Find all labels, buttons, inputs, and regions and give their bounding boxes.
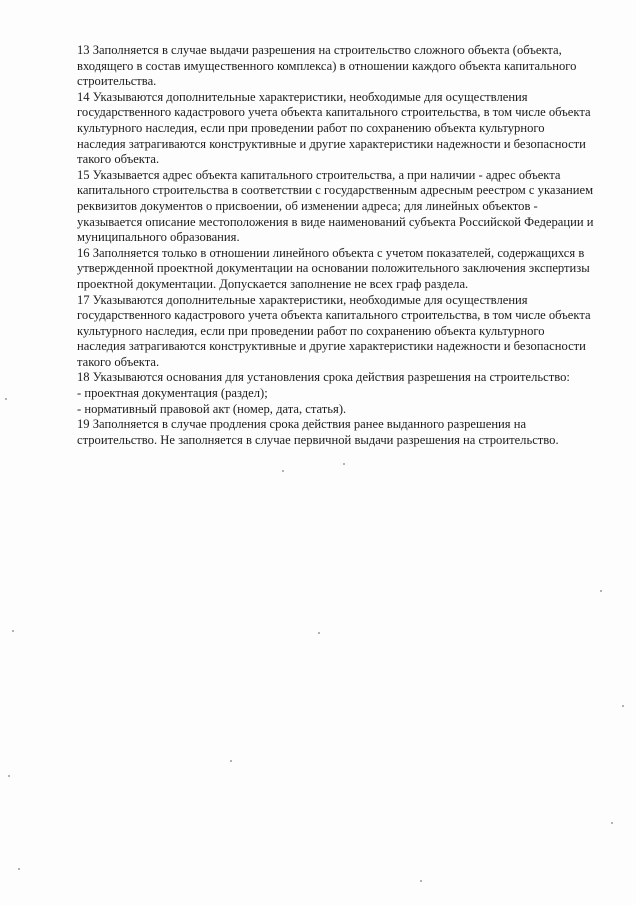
note-15-line-2: капитального строительства в соответствии с государственным адресным реестром с указанием: [77, 183, 594, 198]
scan-speck: [12, 630, 14, 632]
note-19-line-1: 19 Заполняется в случае продления срока действия ранее выданного разрешения на: [77, 417, 527, 432]
note-17-line-5: такого объекта.: [77, 354, 160, 369]
scan-speck: [420, 880, 422, 882]
scan-speck: [18, 868, 20, 870]
scan-speck: [5, 398, 7, 400]
scan-speck: [622, 705, 624, 707]
note-16-line-2: утвержденной проектной документации на основании положительного заключения экспертизы: [77, 261, 590, 276]
scan-speck: [600, 590, 602, 592]
footnotes-block: [77, 43, 622, 448]
note-14-line-5: такого объекта.: [77, 152, 160, 167]
note-17-line-2: государственного кадастрового учета объекта капитального строительства, в том числе объекта: [77, 308, 591, 323]
scan-speck: [318, 632, 320, 634]
scan-speck: [611, 822, 613, 824]
note-19-line-2: строительство. Не заполняется в случае первичной выдачи разрешения на строительство.: [77, 432, 559, 447]
note-18-line-1: 18 Указываются основания для установления срока действия разрешения на строительство:: [77, 370, 570, 385]
note-15-line-4: указывается описание местоположения в виде наименований субъекта Российской Федерации и: [77, 214, 594, 229]
note-13-line-2: входящего в состав имущественного комплекса) в отношении каждого объекта капитального: [77, 58, 577, 73]
note-16-line-1: 16 Заполняется только в отношении линейного объекта с учетом показателей, содержащихся в: [77, 245, 585, 260]
note-17-line-1: 17 Указываются дополнительные характеристики, необходимые для осуществления: [77, 292, 528, 307]
note-18-line-3: - нормативный правовой акт (номер, дата, статья).: [77, 401, 347, 416]
scan-speck: [8, 775, 10, 777]
note-17-line-4: наследия затрагиваются конструктивные и другие характеристики надежности и безопасности: [77, 339, 586, 354]
scan-speck: [343, 463, 345, 465]
note-13-line-3: строительства.: [77, 74, 157, 89]
note-18-line-2: - проектная документация (раздел);: [77, 386, 268, 401]
note-14-line-3: культурного наследия, если при проведении работ по сохранению объекта культурного: [77, 120, 545, 135]
note-17-line-3: культурного наследия, если при проведении работ по сохранению объекта культурного: [77, 323, 545, 338]
scan-speck: [282, 470, 284, 472]
note-15-line-3: реквизитов документов о присвоении, об изменении адреса; для линейных объектов -: [77, 198, 538, 213]
scan-speck: [230, 760, 232, 762]
note-14-line-4: наследия затрагиваются конструктивные и другие характеристики надежности и безопасности: [77, 136, 586, 151]
note-15-line-5: муниципального образования.: [77, 230, 240, 245]
note-16-line-3: проектной документации. Допускается заполнение не всех граф раздела.: [77, 276, 469, 291]
note-15-line-1: 15 Указывается адрес объекта капитального строительства, а при наличии - адрес объекта: [77, 167, 561, 182]
note-14-line-1: 14 Указываются дополнительные характеристики, необходимые для осуществления: [77, 89, 528, 104]
note-14-line-2: государственного кадастрового учета объекта капитального строительства, в том числе объекта: [77, 105, 591, 120]
note-13-line-1: 13 Заполняется в случае выдачи разрешения на строительство сложного объекта (объекта,: [77, 43, 562, 57]
